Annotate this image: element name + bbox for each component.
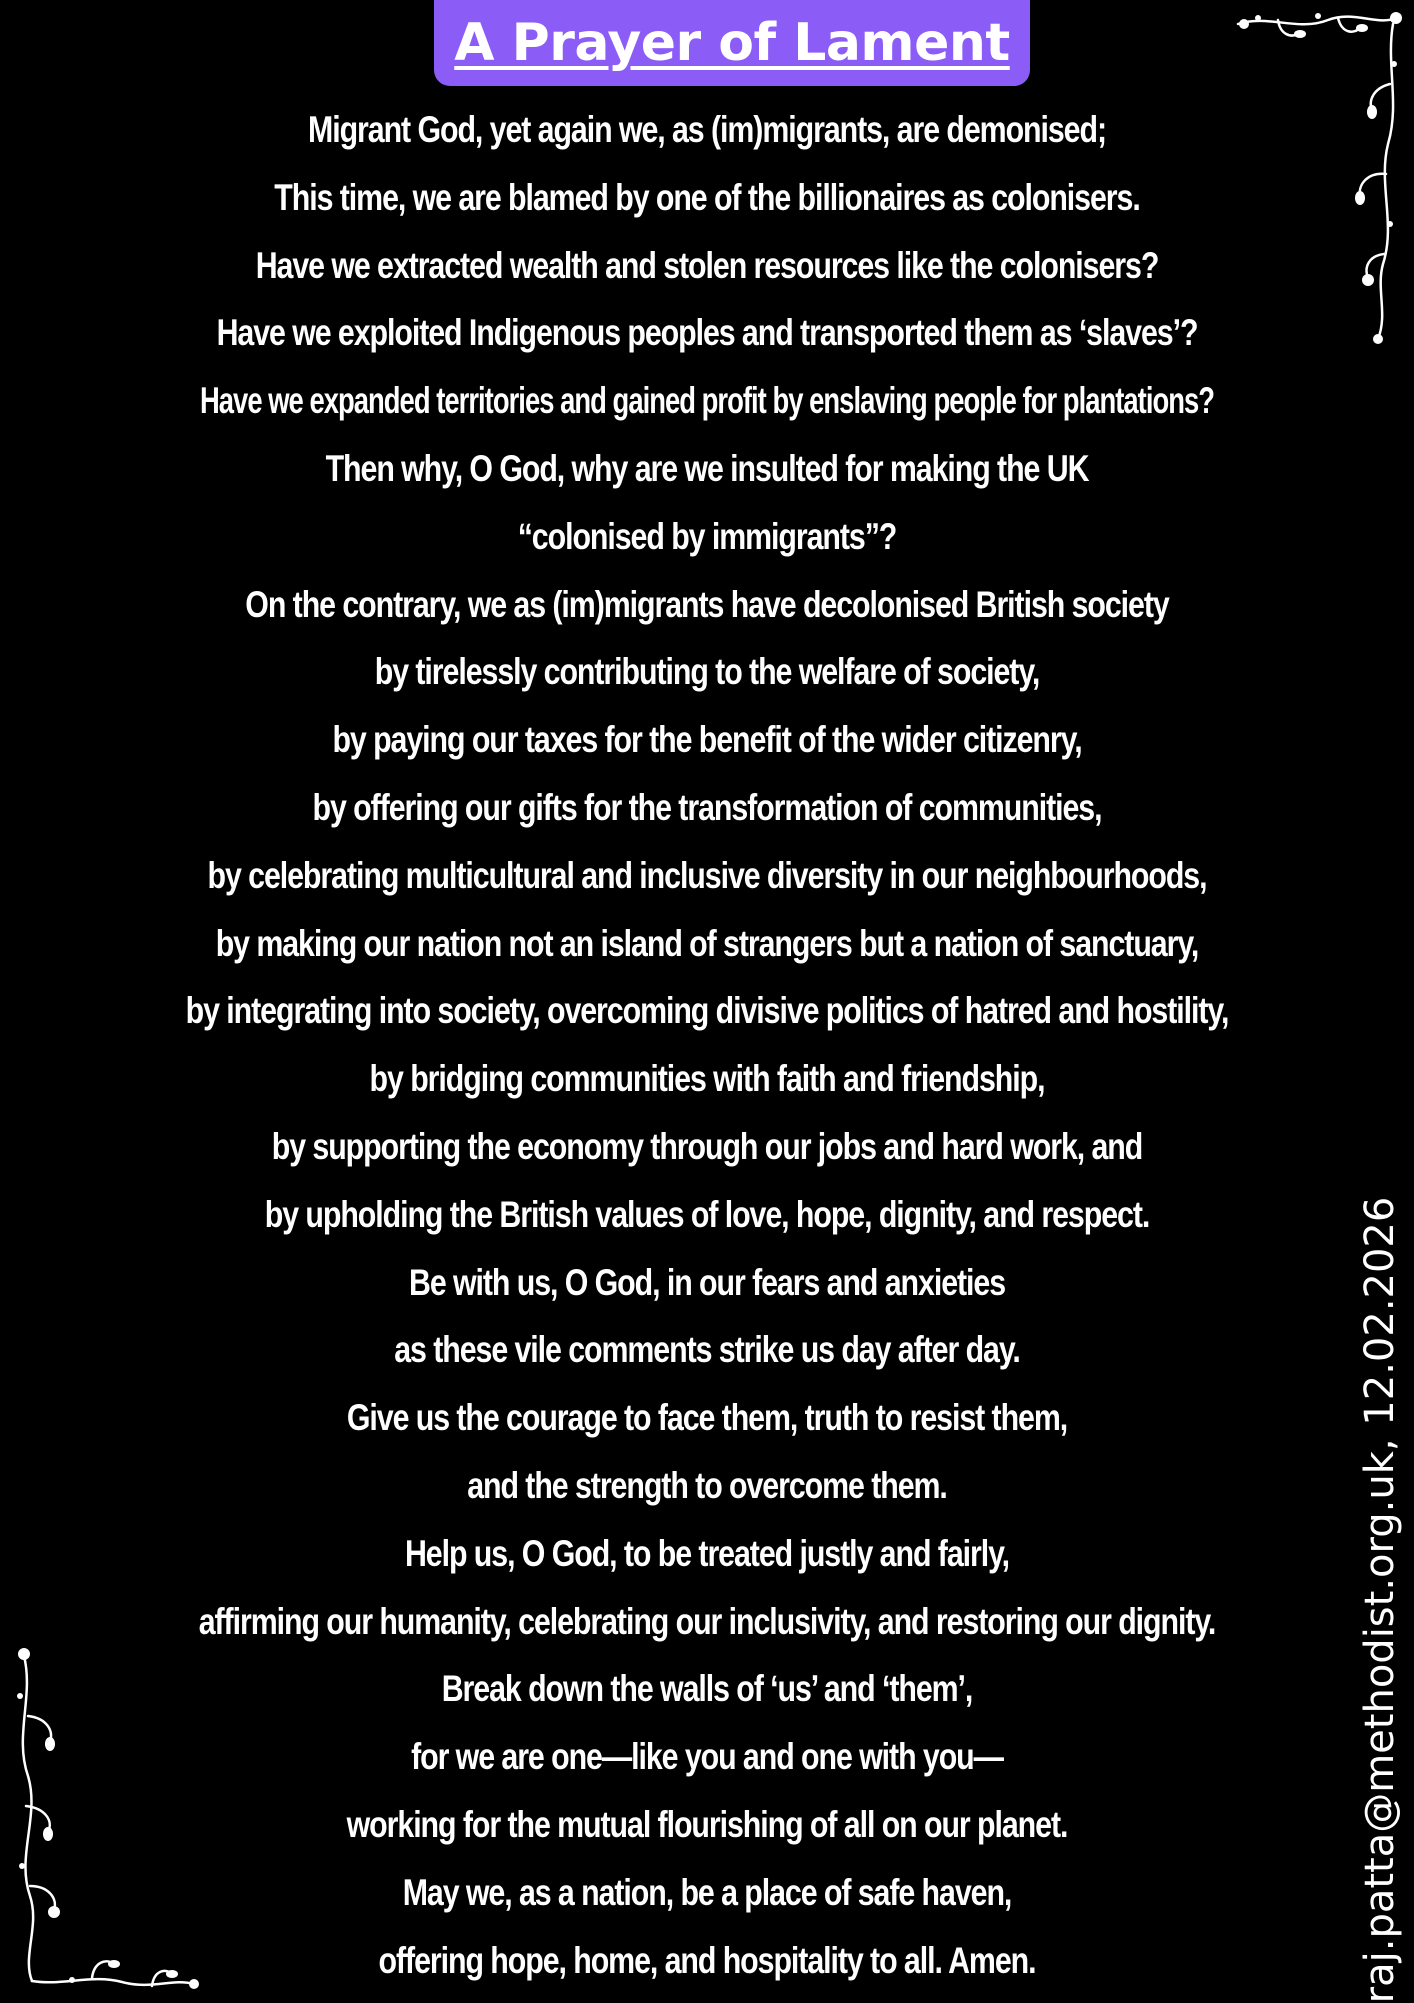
prayer-line: Have we extracted wealth and stolen resources like the colonisers?: [255, 244, 1159, 286]
prayer-line: offering hope, home, and hospitality to all. Amen.: [378, 1939, 1036, 1981]
prayer-line: by paying our taxes for the benefit of the wider citizenry,: [332, 719, 1082, 761]
prayer-line: On the contrary, we as (im)migrants have decolonised British society: [245, 583, 1169, 625]
prayer-line: by integrating into society, overcoming divisive politics of hatred and hostility,: [185, 990, 1229, 1032]
prayer-line: Then why, O God, why are we insulted for making the UK: [325, 447, 1089, 489]
prayer-line: by making our nation not an island of strangers but a nation of sanctuary,: [215, 922, 1199, 964]
title-banner: [434, 0, 1030, 86]
prayer-line: May we, as a nation, be a place of safe haven,: [402, 1871, 1012, 1913]
prayer-line: Break down the walls of ‘us’ and ‘them’,: [441, 1668, 973, 1710]
prayer-line: and the strength to overcome them.: [467, 1464, 947, 1506]
prayer-line: by upholding the British values of love, hope, dignity, and respect.: [264, 1193, 1150, 1235]
prayer-line: by tirelessly contributing to the welfare of society,: [374, 651, 1040, 693]
prayer-line: Be with us, O God, in our fears and anxieties: [408, 1261, 1006, 1303]
prayer-line: Have we expanded territories and gained profit by enslaving people for plantations?: [199, 380, 1215, 422]
page-title: A Prayer of Lament: [454, 13, 1010, 73]
prayer-line: Help us, O God, to be treated justly and fairly,: [404, 1532, 1010, 1574]
prayer-line: Give us the courage to face them, truth to resist them,: [346, 1397, 1068, 1439]
prayer-line: Migrant God, yet again we, as (im)migrants, are demonised;: [307, 109, 1106, 150]
prayer-line: This time, we are blamed by one of the billionaires as colonisers.: [274, 176, 1140, 218]
prayer-line: by bridging communities with faith and friendship,: [369, 1058, 1045, 1100]
prayer-line: by celebrating multicultural and inclusive diversity in our neighbourhoods,: [207, 854, 1207, 896]
prayer-line: “colonised by immigrants”?: [517, 515, 897, 557]
prayer-line: for we are one—like you and one with you—: [411, 1736, 1003, 1778]
prayer-line: by offering our gifts for the transformation of communities,: [312, 786, 1102, 828]
prayer-text: [0, 96, 1414, 1994]
prayer-line: working for the mutual flourishing of all on our planet.: [346, 1803, 1068, 1845]
prayer-line: Have we exploited Indigenous peoples and transported them as ‘slaves’?: [216, 312, 1198, 354]
prayer-line: affirming our humanity, celebrating our inclusivity, and restoring our dignity.: [198, 1600, 1216, 1642]
author-contact-date: raj.patta@methodist.org.uk, 12.02.2026: [1357, 1196, 1403, 2003]
prayer-line: by supporting the economy through our jobs and hard work, and: [271, 1125, 1143, 1167]
prayer-line: as these vile comments strike us day after day.: [394, 1329, 1020, 1371]
